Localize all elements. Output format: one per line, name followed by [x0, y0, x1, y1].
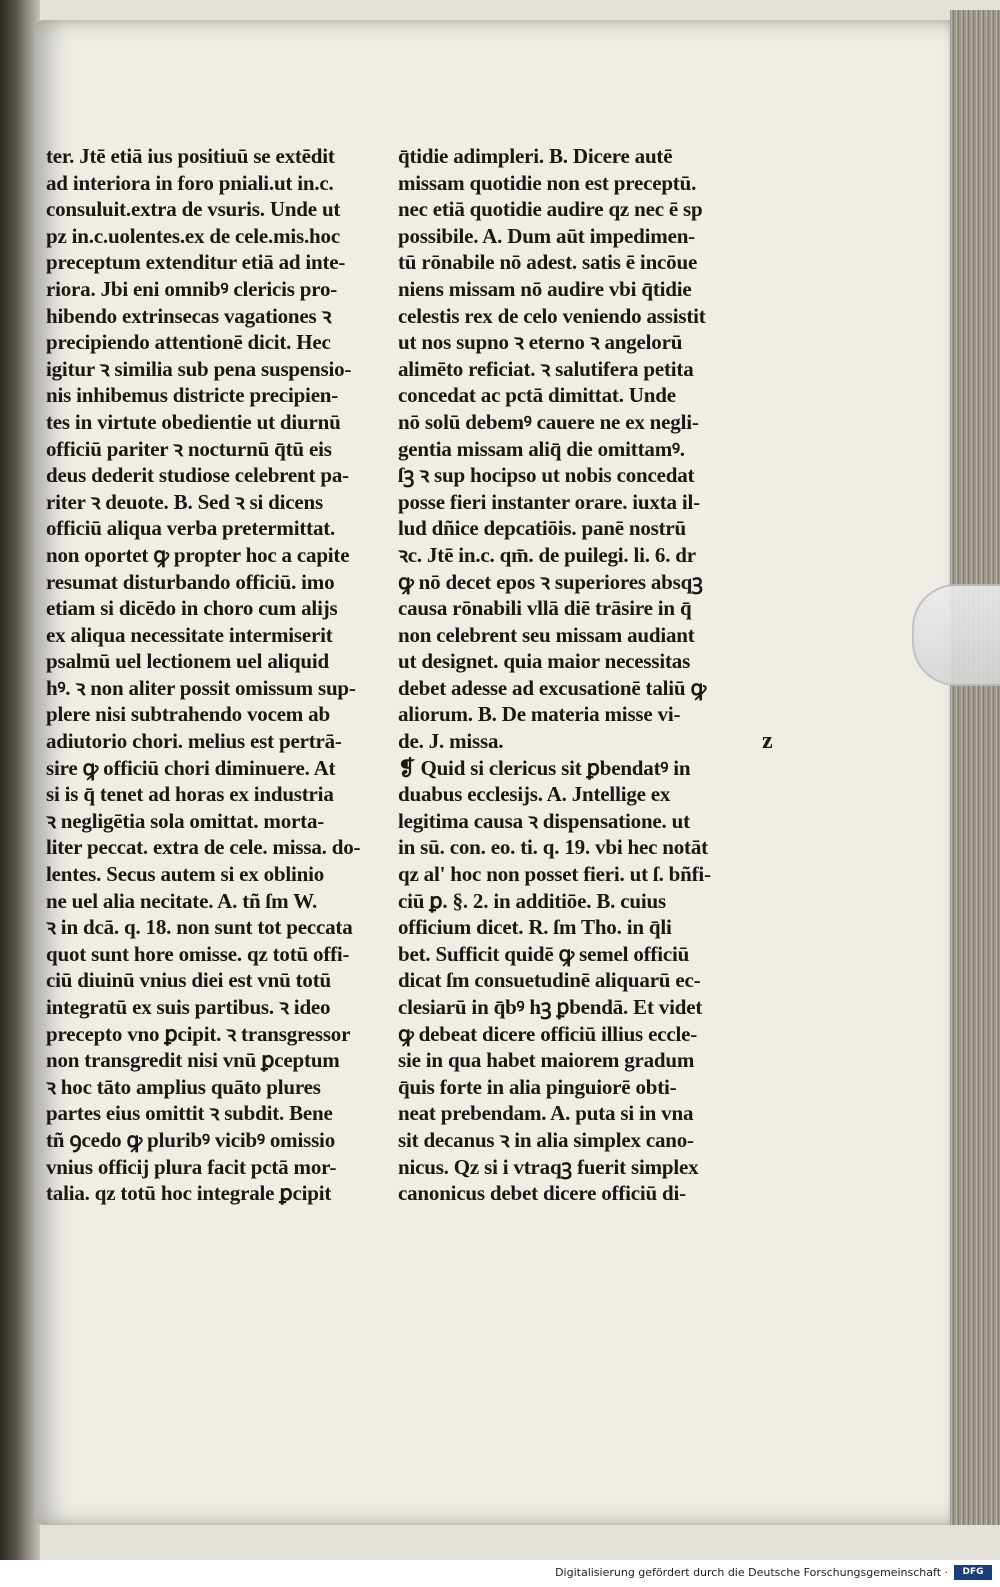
text-line: missam quotidie non est preceptū.	[398, 170, 697, 195]
text-line: pz in.c.uolentes.ex de cele.mis.hoc	[46, 223, 340, 248]
text-line: clesiarū in q̄bꝰ hꝫ ꝑbendā. Et videt	[398, 995, 703, 1019]
text-line: canonicus debet dicere officiū di-	[398, 1181, 686, 1206]
text-line: non transgredit nisi vnū ꝑceptum	[46, 1048, 340, 1073]
text-line: plere nisi subtrahendo vocem ab	[46, 702, 330, 727]
text-line: si is q̄ tenet ad horas ex industria	[46, 782, 334, 807]
text-line: adiutorio chori. melius est pertrā-	[46, 729, 342, 754]
text-line: ꝙ nō decet epos ꝛ superiores absqꝫ	[398, 569, 703, 594]
text-line: niens missam nō audire vbi q̄tidie	[398, 276, 692, 301]
text-line: hꝰ. ꝛ non aliter possit omissum sup-	[46, 675, 356, 700]
text-line: tū rōnabile nō adest. satis ē incōue	[398, 250, 698, 275]
text-line: q̄uis forte in alia pinguiorē obti-	[398, 1074, 677, 1099]
text-line: gentia missam aliq̄ die omittamꝰ.	[398, 436, 685, 461]
text-line: vnius officij plura facit pctā mor-	[46, 1154, 337, 1179]
text-line: ꝛ in dcā. q. 18. non sunt tot peccata	[46, 915, 353, 940]
text-line: ꝙ debeat dicere officiū illius eccle-	[398, 1021, 697, 1046]
text-line: psalmū uel lectionem uel aliquid	[46, 649, 329, 674]
text-line: sie in qua habet maiorem gradum	[398, 1048, 695, 1073]
text-line: ſꝫ ꝛ sup hocipso ut nobis concedat	[398, 463, 695, 488]
text-line: ꝛ hoc tāto amplius quāto plures	[46, 1074, 321, 1099]
text-line: celestis rex de celo veniendo assistit	[398, 303, 706, 328]
text-line: debet adesse ad excusationē taliū ꝙ	[398, 675, 707, 700]
text-line: precepto vno ꝑcipit. ꝛ transgressor	[46, 1021, 351, 1046]
text-line: aliorum. B. De materia misse vi-	[398, 702, 681, 727]
text-line: quot sunt hore omisse. qz totū offi-	[46, 941, 350, 966]
text-line: dicat ſm consuetudinē aliquarū ec-	[398, 968, 701, 993]
text-line: ter. Jtē etiā ius positiuū se extēdit	[46, 144, 335, 168]
text-line: officiū aliqua verba pretermittat.	[46, 516, 336, 541]
text-line: igitur ꝛ similia sub pena suspensio-	[46, 356, 352, 381]
text-line: duabus ecclesijs. A. Jntellige ex	[398, 782, 671, 807]
text-line: ne uel alia necitate. A. tñ ſm W.	[46, 888, 318, 913]
text-line: legitima causa ꝛ dispensatione. ut	[398, 808, 690, 833]
text-line: nec etiā quotidie audire qz nec ē sp	[398, 197, 703, 222]
text-line: de. J. missa.	[398, 729, 504, 754]
text-line: riter ꝛ deuote. B. Sed ꝛ si dicens	[46, 489, 323, 514]
text-line: ad interiora in foro pniali.ut in.c.	[46, 170, 334, 195]
text-line: non oportet ꝙ propter hoc a capite	[46, 542, 350, 567]
text-line: consuluit.extra de vsuris. Unde ut	[46, 197, 341, 222]
text-line: officiū pariter ꝛ nocturnū q̄tū eis	[46, 436, 332, 461]
text-line: ꝛc. Jtē in.c. qm̄. de puilegi. li. 6. dr	[398, 542, 696, 567]
text-line: partes eius omittit ꝛ subdit. Bene	[46, 1101, 333, 1126]
text-line: nicus. Qz si i vtraqꝫ fuerit simplex	[398, 1154, 699, 1179]
text-line: sire ꝙ officiū chori diminuere. At	[46, 755, 336, 780]
text-line: ex aliqua necessitate intermiserit	[46, 622, 333, 647]
text-line: tñ ꝯcedo ꝙ pluribꝰ vicibꝰ omissio	[46, 1127, 335, 1152]
text-line: ut nos supno ꝛ eterno ꝛ angelorū	[398, 330, 683, 355]
text-line: causa rōnabili vllā diē trāsire in q̄	[398, 596, 692, 621]
text-line: alimēto reficiat. ꝛ salutifera petita	[398, 356, 694, 381]
page-edges	[950, 10, 1000, 1525]
text-line: hibendo extrinsecas vagationes ꝛ	[46, 303, 332, 328]
text-line: officium dicet. R. ſm Tho. in q̄li	[398, 915, 672, 940]
text-line: ciū diuinū vnius diei est vnū totū	[46, 968, 331, 993]
text-line: riora. Jbi eni omnibꝰ clericis pro-	[46, 276, 338, 301]
text-line: in sū. con. eo. ti. q. 19. vbi hec notāt	[398, 835, 708, 860]
text-line: neat prebendam. A. puta si in vna	[398, 1101, 694, 1126]
left-text-column	[46, 143, 386, 1207]
text-line: qz al' hoc non posset fieri. ut ſ. bñfi-	[398, 862, 711, 887]
text-line: lentes. Secus autem si ex oblinio	[46, 862, 325, 887]
bookmark-clip	[912, 584, 1000, 686]
right-text-column	[398, 143, 738, 1207]
dfg-logo: DFG	[954, 1565, 992, 1580]
text-line: talia. qz totū hoc integrale ꝑcipit	[46, 1181, 332, 1206]
text-line: concedat ac pctā dimittat. Unde	[398, 383, 676, 408]
text-line: q̄tidie adimpleri. B. Dicere autē	[398, 144, 673, 168]
text-line: ❡ Quid si clericus sit ꝑbendatꝰ in	[398, 755, 691, 780]
text-line: bet. Sufficit quidē ꝙ semel officiū	[398, 941, 690, 966]
signature-mark: z	[762, 728, 773, 754]
text-line: precipiendo attentionē dicit. Hec	[46, 330, 331, 355]
text-line: integratū ex suis partibus. ꝛ ideo	[46, 995, 331, 1019]
text-line: sit decanus ꝛ in alia simplex cano-	[398, 1127, 694, 1152]
text-line: nō solū debemꝰ cauere ne ex negli-	[398, 409, 699, 434]
text-line: tes in virtute obedientie ut diurnū	[46, 409, 341, 434]
text-line: liter peccat. extra de cele. missa. do-	[46, 835, 361, 860]
text-line: posse fieri instanter orare. iuxta il-	[398, 489, 700, 514]
text-line: deus dederit studiose celebrent pa-	[46, 463, 349, 488]
text-line: ꝛ negligētia sola omittat. morta-	[46, 808, 325, 833]
text-line: etiam si dicēdo in choro cum alijs	[46, 596, 338, 621]
text-line: lud dñice depcatiōis. panē nostrū	[398, 516, 687, 541]
text-line: non celebrent seu missam audiant	[398, 622, 695, 647]
text-line: preceptum extenditur etiā ad inte-	[46, 250, 346, 275]
footer-bar	[0, 1560, 1000, 1587]
text-line: nis inhibemus districte precipien-	[46, 383, 339, 408]
text-line: ut designet. quia maior necessitas	[398, 649, 691, 674]
text-line: resumat disturbando officiū. imo	[46, 569, 335, 594]
text-line: ciū ꝑ. §. 2. in additiōe. B. cuius	[398, 888, 666, 913]
text-line: possibile. A. Dum aūt impedimen-	[398, 223, 695, 248]
footer-credit: Digitalisierung gefördert durch die Deutsche Forschungsgemeinschaft ·	[555, 1566, 948, 1579]
